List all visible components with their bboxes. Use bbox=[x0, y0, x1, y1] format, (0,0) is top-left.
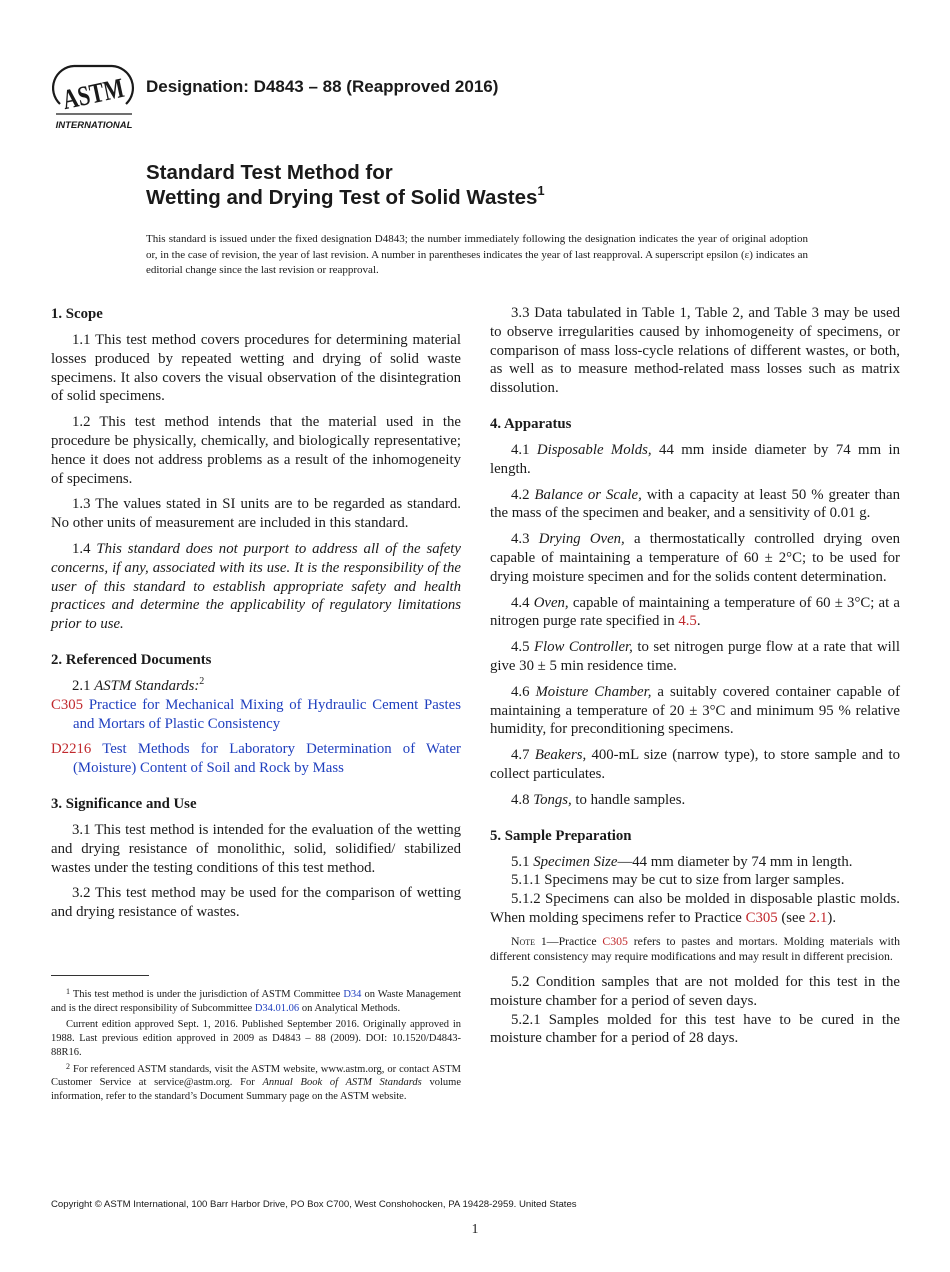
para-4-7: 4.7 Beakers, 400-mL size (narrow type), to store sample and to collect particulates. bbox=[490, 747, 900, 782]
reference-link-c305[interactable]: C305 bbox=[745, 909, 778, 926]
para-3-1: 3.1 This test method is intended for the evaluation of the wetting and drying resistance of monolithic, solid, solidified/ stabilized wastes under the testing conditions of this test method. bbox=[51, 821, 461, 876]
section-link-2-1[interactable]: 2.1 bbox=[808, 909, 828, 926]
document-title bbox=[146, 160, 545, 210]
reference-code[interactable]: C305 bbox=[51, 696, 84, 713]
para-4-8: 4.8 Tongs, to handle samples. bbox=[511, 791, 686, 808]
page-number: 1 bbox=[471, 1221, 479, 1236]
svg-text:INTERNATIONAL: INTERNATIONAL bbox=[55, 120, 133, 131]
para-4-5: 4.5 Flow Controller, to set nitrogen purge flow at a rate that will give 30 ± 5 min residence time. bbox=[490, 639, 901, 674]
para-2-1: 2.1 ASTM Standards:$^2$ bbox=[72, 675, 205, 694]
para-4-6: 4.6 Moisture Chamber, a suitably covered container capable of maintaining a temperature of 20 ± 3°C and minimum 95 % relative humidity, for preconditioning specimens. bbox=[490, 683, 901, 738]
subcommittee-link[interactable]: D34.01.06 bbox=[254, 1002, 300, 1014]
footnotes bbox=[51, 988, 461, 1107]
para-1-1: 1.1 This test method covers procedures for determining material losses produced by repeated wetting and drying of solid waste specimens. It also covers the visual observation of the disintegration of solid specimens. bbox=[51, 332, 461, 405]
reference-link-c305[interactable]: C305 bbox=[602, 933, 628, 948]
para-3-3: 3.3 Data tabulated in Table 1, Table 2, and Table 3 may be used to observe irregularities caused by inhomogeneity of specimens, or comparison of mass loss-cycle relations of different wastes, or both, as well as to measure method-related mass losses such as matrix dissolution. bbox=[490, 305, 900, 397]
committee-link-d34[interactable]: D34 bbox=[343, 989, 362, 1000]
para-5-1-1: 5.1.1 Specimens may be cut to size from larger samples. bbox=[511, 872, 845, 889]
right-column bbox=[490, 304, 900, 1048]
footnote-divider bbox=[51, 975, 149, 976]
section-link-4-5[interactable]: 4.5 bbox=[678, 613, 697, 630]
para-4-4: 4.4 Oven, capable of maintaining a temperature of 60 ± 3°C; at a nitrogen purge rate specified in 4.5. bbox=[490, 594, 900, 630]
para-1-3: 1.3 The values stated in SI units are to be regarded as standard. No other units of measurement are included in this standard. bbox=[51, 496, 461, 532]
reference-d2216[interactable] bbox=[51, 740, 461, 778]
reference-code[interactable]: D2216 bbox=[51, 741, 92, 758]
para-5-1: 5.1 Specimen Size—44 mm diameter by 74 mm in length. bbox=[511, 853, 853, 870]
title-line-2: Wetting and Drying Test of Solid Wastes$^1$ bbox=[146, 183, 545, 209]
para-3-2: 3.2 This test method may be used for the comparison of wetting and drying resistance of wastes. bbox=[51, 885, 461, 921]
para-5-2-1: 5.2.1 Samples molded for this test have to be cured in the moisture chamber for a period of 28 days. bbox=[490, 1011, 900, 1047]
title-line-1: Standard Test Method for bbox=[146, 161, 393, 184]
para-4-3: 4.3 Drying Oven, a thermostatically controlled drying oven capable of maintaining a temperature of 60 ± 2°C; to be used for drying moisture specimen and for the solids content determination. bbox=[490, 531, 901, 585]
para-5-2: 5.2 Condition samples that are not molded for this test in the moisture chamber for a period of seven days. bbox=[490, 973, 900, 1009]
footnote-1: $^1$ This test method is under the jurisdiction of ASTM Committee D34 on Waste Management and is the direct responsibility of Subcommittee D34.01.06 on Analytical Methods. bbox=[51, 987, 461, 1014]
section-3-heading: 3. Significance and Use bbox=[51, 795, 197, 812]
issuance-note: This standard is issued under the fixed designation D4843; the number immediately following the designation indicates the year of original adoption or, in the case of revision, the year of last revision. A number in parentheses indicates the year of last reapproval. A superscript epsilon (ε) indicates an editorial change since the last revision or reapproval. bbox=[146, 233, 808, 276]
designation: Designation: D4843 – 88 (Reapproved 2016) bbox=[146, 77, 499, 96]
section-4-heading: 4. Apparatus bbox=[490, 415, 572, 432]
para-4-1: 4.1 Disposable Molds, 44 mm inside diameter by 74 mm in length. bbox=[490, 441, 900, 477]
title-footnote-mark: 1 bbox=[537, 183, 545, 198]
note-1: Note 1—Practice C305 refers to pastes and mortars. Molding materials with different consistency may require modifications and may result in different precision. bbox=[490, 933, 900, 964]
section-2-heading: 2. Referenced Documents bbox=[51, 651, 212, 668]
reference-title[interactable]: Test Methods for Laboratory Determination of Water (Moisture) Content of Soil and Rock by Mass bbox=[73, 741, 461, 777]
astm-international-logo bbox=[52, 58, 146, 132]
reference-c305[interactable] bbox=[51, 696, 461, 734]
para-1-4: 1.4 This standard does not purport to address all of the safety concerns, if any, associated with its use. It is the responsibility of the user of this standard to establish appropriate safety and health practices and determine the applicability of regulatory limitations prior to use. bbox=[51, 540, 461, 633]
footnote-2: $^2$ For referenced ASTM standards, visit the ASTM website, www.astm.org, or contact ASTM Customer Service at service@astm.org. For Annual Book of ASTM Standards volume information, refer to the standard’s Document Summary page on the ASTM website. bbox=[51, 1061, 461, 1102]
para-5-1-2: 5.1.2 Specimens can also be molded in disposable plastic molds. When molding specimens refer to Practice C305 (see 2.1). bbox=[490, 891, 900, 926]
svg-text:ASTM: ASTM bbox=[59, 68, 146, 117]
left-column bbox=[51, 304, 461, 929]
section-5-heading: 5. Sample Preparation bbox=[490, 827, 632, 844]
reference-title[interactable]: Practice for Mechanical Mixing of Hydraulic Cement Pastes and Mortars of Plastic Consistency bbox=[73, 696, 461, 732]
copyright-notice: Copyright © ASTM International, 100 Barr Harbor Drive, PO Box C700, West Conshohocken, PA 19428-2959. United States bbox=[51, 1199, 577, 1210]
section-1-heading: 1. Scope bbox=[51, 306, 103, 322]
para-1-2: 1.2 This test method intends that the material used in the procedure be physically, chemically, and biologically representative; hence it does not address problems as a result of the inhomogeneity of specimens. bbox=[51, 414, 461, 487]
para-4-2: 4.2 Balance or Scale, with a capacity at least 50 % greater than the mass of the specimen and beaker, and a sensitivity of 0.01 g. bbox=[490, 486, 901, 522]
footnote-edition: Current edition approved Sept. 1, 2016. Published September 2016. Originally approved in 1988. Last previous edition approved in 2009 as D4843 – 88 (2009). DOI: 10.1520/D4843-88R16. bbox=[51, 1019, 461, 1058]
